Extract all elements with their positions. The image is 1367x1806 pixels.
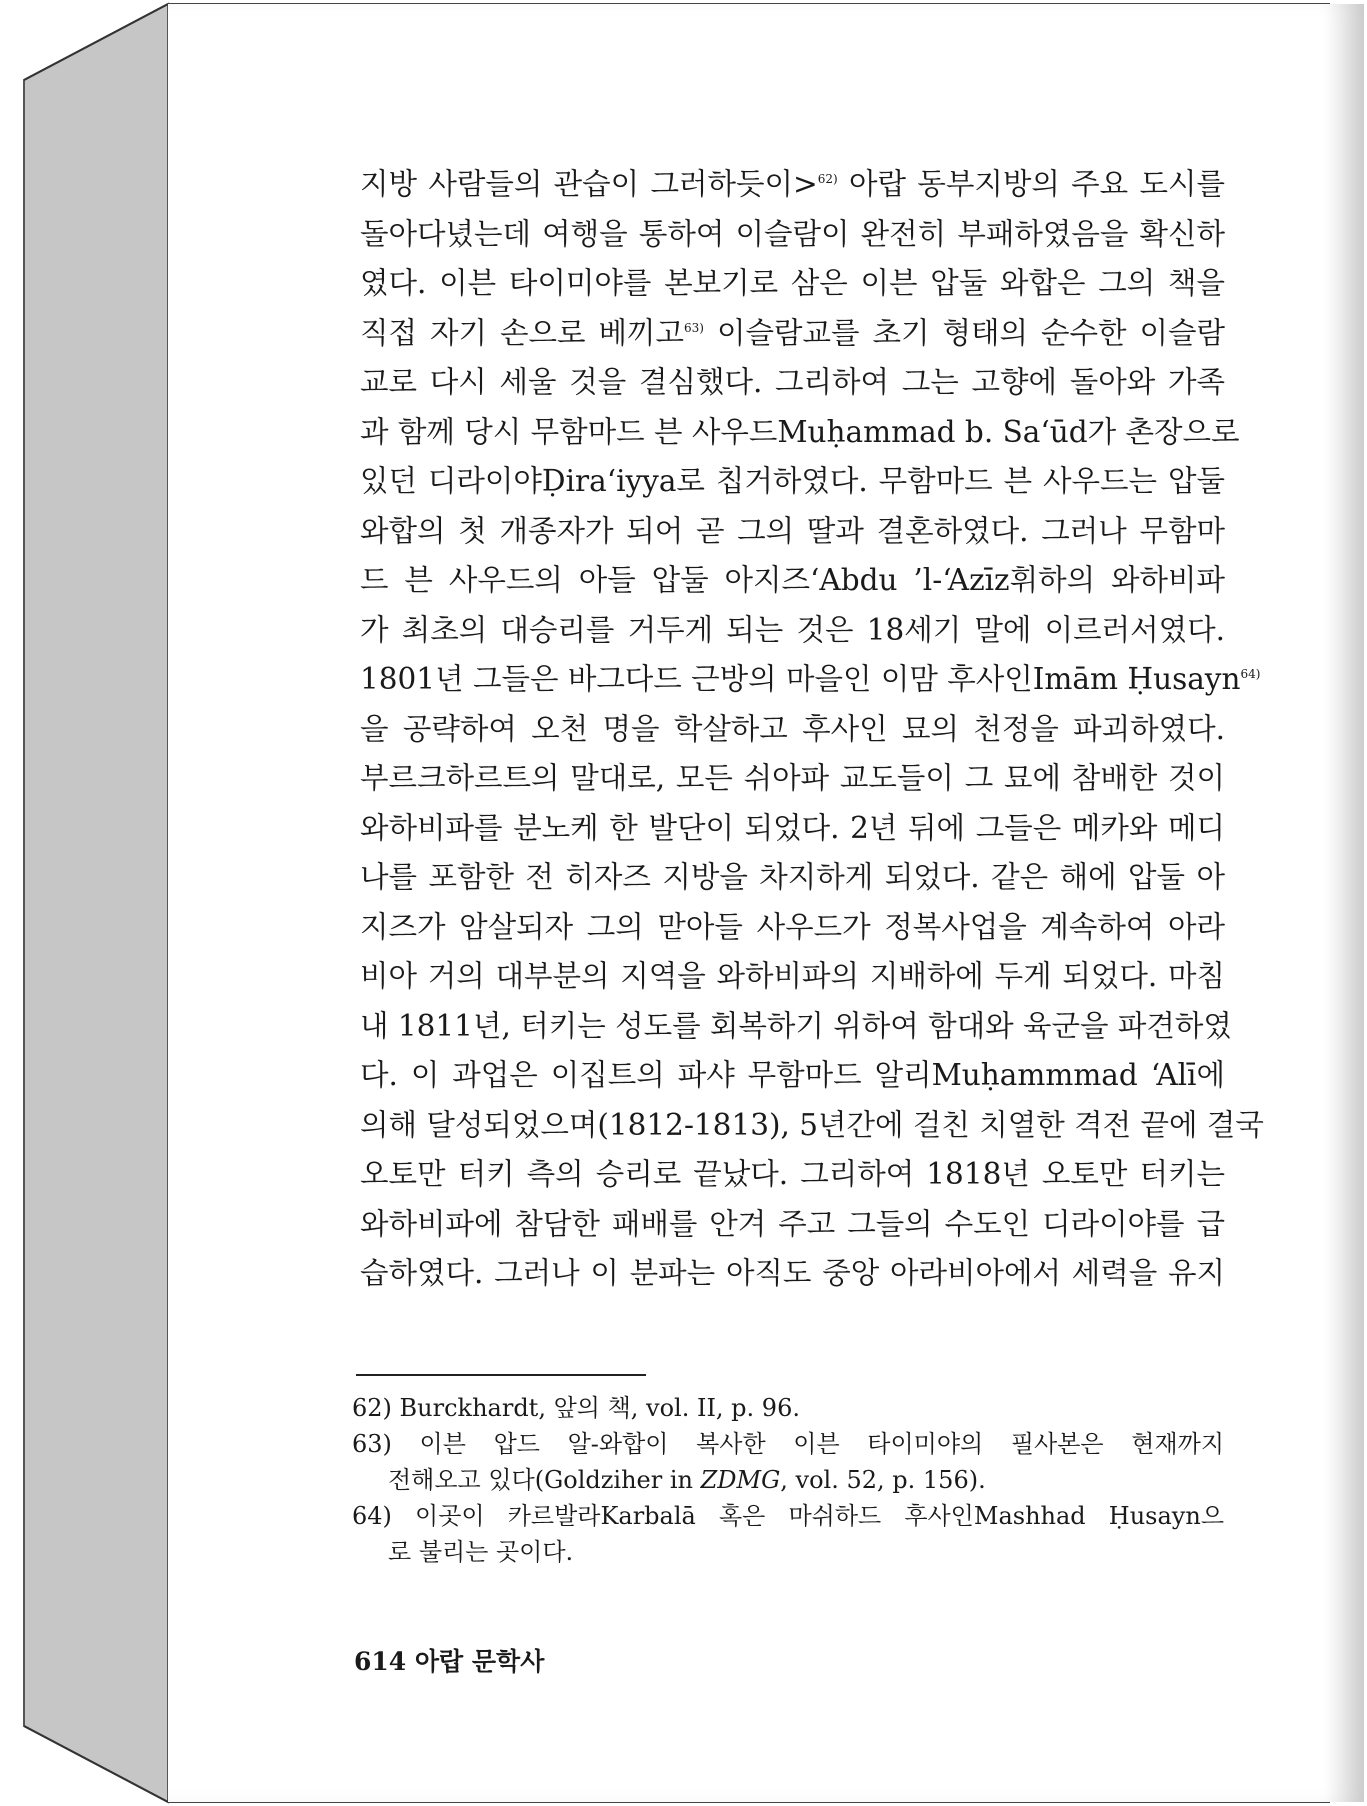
body-line: 와하비파를 분노케 한 발단이 되었다. 2년 뒤에 그들은 메카와 메디 [360, 810, 1225, 845]
body-line: 있던 디라이야Ḍira‘iyya로 칩거하였다. 무함마드 븐 사우드는 압둘 [360, 464, 1225, 498]
footnotes [352, 1390, 1224, 1570]
journal-name: ZDMG [700, 1466, 781, 1494]
footnote-ref: 64) [1240, 667, 1261, 682]
body-line: 부르크하르트의 말대로, 모든 쉬아파 교도들이 그 묘에 참배한 것이 [360, 761, 1225, 795]
body-line: 지즈가 암살되자 그의 맏아들 사우드가 정복사업을 계속하여 아라 [360, 909, 1225, 944]
body-text [360, 160, 1264, 1299]
footnote-62: 62) Burckhardt, 앞의 책, vol. II, p. 96. [352, 1394, 800, 1422]
body-line: 을 공략하여 오천 명을 학살하고 후사인 묘의 천정을 파괴하였다. [360, 711, 1225, 746]
body-line: 와하비파에 참담한 패배를 안겨 주고 그들의 수도인 디라이야를 급 [360, 1206, 1225, 1241]
body-line: 드 븐 사우드의 아들 압둘 아지즈‘Abdu ’l-‘Azīz휘하의 와하비파 [360, 563, 1225, 597]
footnote-ref: 62) [817, 172, 838, 187]
page-edge-shadow [1324, 4, 1364, 1802]
body-line: 나를 포함한 전 히자즈 지방을 차지하게 되었다. 같은 해에 압둘 아 [360, 860, 1225, 894]
body-line: 직접 자기 손으로 베끼고$^{63)}$ 이슬람교를 초기 형태의 순수한 이슬람 [360, 315, 1225, 350]
footnote-63-cont: 전해오고 있다(Goldziher in ZDMG, vol. 52, p. 156). [388, 1466, 986, 1494]
body-line: 오토만 터키 측의 승리로 끝났다. 그리하여 1818년 오토만 터키는 [360, 1157, 1225, 1191]
footnote-63: 63) 이븐 압드 알-와합이 복사한 이븐 타이미야의 필사본은 현재까지 [352, 1430, 1224, 1458]
body-line: 였다. 이븐 타이미야를 본보기로 삼은 이븐 압둘 와합은 그의 책을 [360, 266, 1225, 300]
body-line: 의해 달성되었으며(1812-1813), 5년간에 걸친 치열한 격전 끝에 결국 [360, 1107, 1264, 1142]
footnote-64-cont: 로 불리는 곳이다. [388, 1538, 574, 1566]
body-line: 다. 이 과업은 이집트의 파샤 무함마드 알리Muḥammmad ‘Alī에 [360, 1058, 1225, 1092]
body-line: 과 함께 당시 무함마드 븐 사우드Muḥammad b. Sa‘ūd가 촌장으로 [360, 414, 1240, 449]
body-line: 돌아다녔는데 여행을 통하여 이슬람이 완전히 부패하였음을 확신하 [360, 216, 1225, 251]
body-line: 지방 사람들의 관습이 그러하듯이>$^{62)}$ 아랍 동부지방의 주요 도시를 [360, 167, 1225, 201]
body-line: 비아 거의 대부분의 지역을 와하비파의 지배하에 두게 되었다. 마침 [360, 959, 1225, 993]
footnote-divider [356, 1374, 646, 1376]
body-line: 내 1811년, 터키는 성도를 회복하기 위하여 함대와 육군을 파견하였 [360, 1008, 1232, 1043]
body-line: 교로 다시 세울 것을 결심했다. 그리하여 그는 고향에 돌아와 가족 [360, 365, 1225, 399]
footnote-64: 64) 이곳이 카르발라Karbalā 혹은 마쉬하드 후사인Mashhad Ḥusayn으 [352, 1502, 1224, 1530]
body-line: 와합의 첫 개종자가 되어 곧 그의 딸과 결혼하였다. 그러나 무함마 [360, 513, 1225, 548]
page-footer: 614 아랍 문학사 [354, 1647, 545, 1676]
body-line: 가 최초의 대승리를 거두게 되는 것은 18세기 말에 이르러서였다. [360, 612, 1225, 647]
body-line: 1801년 그들은 바그다드 근방의 마을인 이맘 후사인Imām Ḥusayn$^{64)}$ [360, 662, 1261, 696]
footnote-ref: 63) [684, 320, 704, 335]
body-line: 습하였다. 그러나 이 분파는 아직도 중앙 아라비아에서 세력을 유지 [360, 1256, 1225, 1290]
